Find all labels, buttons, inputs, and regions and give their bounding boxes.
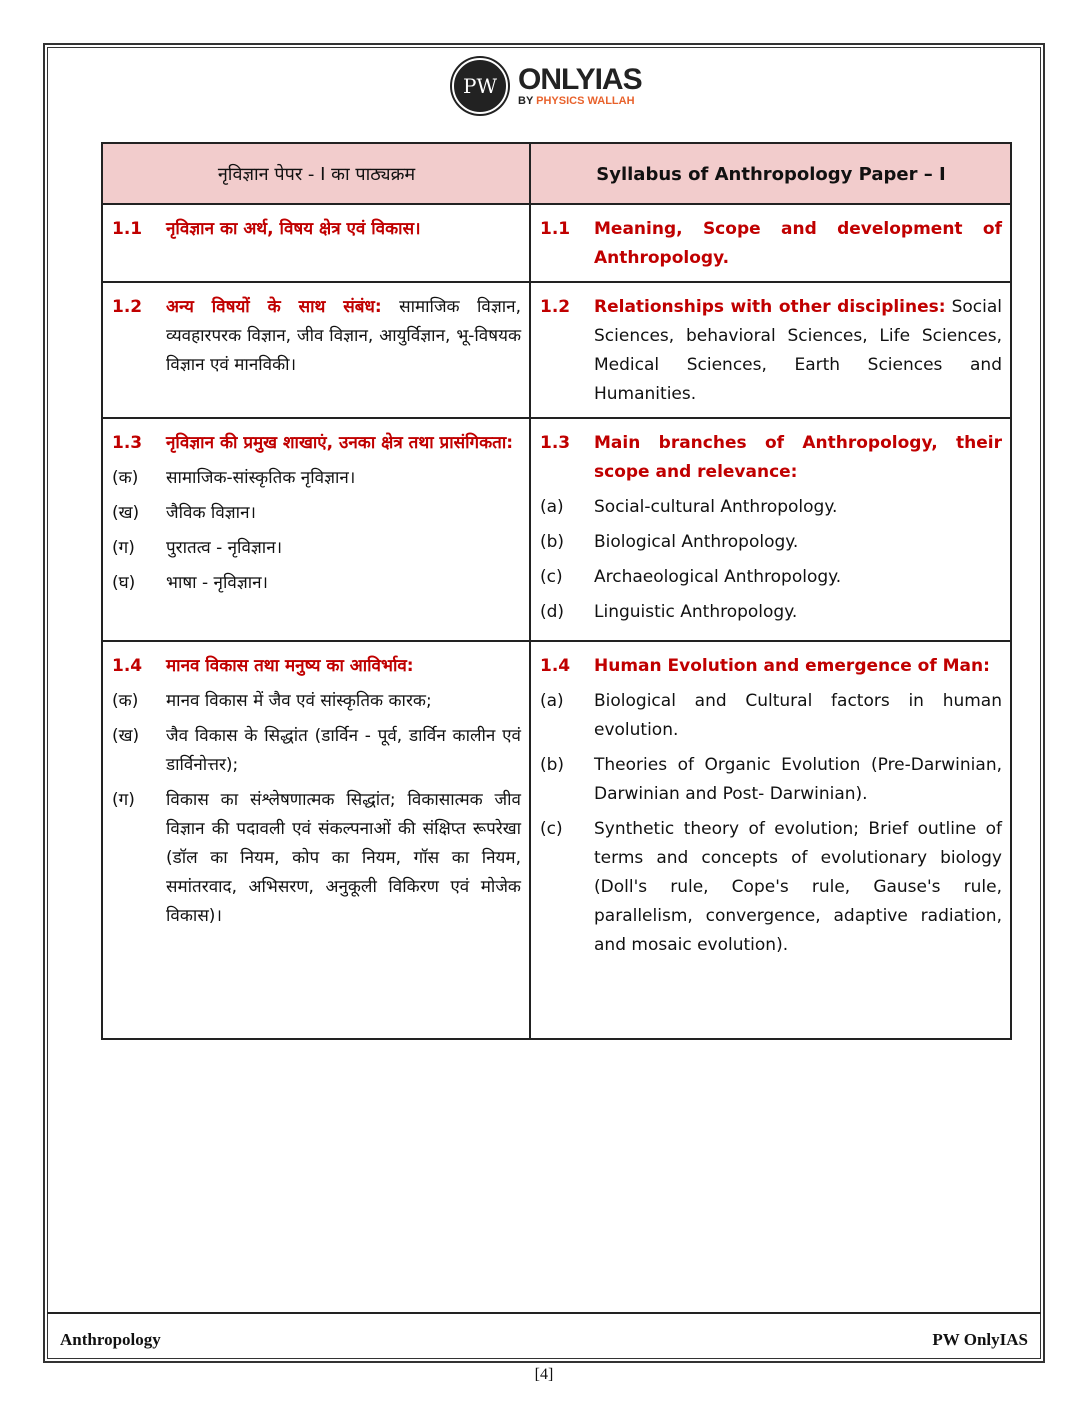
table-row: [102, 418, 1011, 641]
cell-english: [530, 641, 1011, 1039]
sub-item: [112, 786, 521, 931]
item-number: 1.2: [540, 297, 571, 317]
brand-name: ONLYIAS: [518, 63, 642, 96]
sub-text: भाषा - नृविज्ञान।: [166, 573, 268, 593]
logo: [452, 58, 642, 114]
sub-text: विकास का संश्लेषणात्मक सिद्धांत; विकासात्मक जीव विज्ञान की पदावली एवं संकल्पनाओं की संक्षिप्त रूपरेखा (डॉल का नियम, कोप का नियम, गॉस का नियम, समांतरवाद, अभिसरण, अनुकूली विकिरण एवं मोजेक विकास)।: [166, 790, 521, 926]
item-number: 1.4: [112, 656, 143, 676]
item-title: अन्य विषयों के साथ संबंध:: [166, 297, 382, 317]
cell-english: [530, 204, 1011, 282]
syllabus-table: [101, 142, 1012, 1040]
sub-label: (d): [540, 602, 565, 622]
footer-subject: Anthropology: [60, 1330, 161, 1349]
sub-label: (a): [540, 691, 564, 711]
sub-text: Biological Anthropology.: [594, 532, 799, 552]
item-title: Relationships with other disciplines:: [594, 297, 946, 317]
item-title: नृविज्ञान की प्रमुख शाखाएं, उनका क्षेत्र तथा प्रासंगिकता:: [166, 433, 514, 453]
sub-text: Biological and Cultural factors in human evolution.: [594, 691, 1002, 740]
sub-text: Theories of Organic Evolution (Pre-Darwinian, Darwinian and Post- Darwinian).: [594, 755, 1002, 804]
table-row: [102, 282, 1011, 418]
sub-text: Linguistic Anthropology.: [594, 602, 798, 622]
pw-logo-icon: PW: [452, 58, 508, 114]
cell-english: [530, 418, 1011, 641]
sub-label: (ग): [112, 538, 135, 558]
footer-brand: PW OnlyIAS: [932, 1330, 1028, 1349]
sub-label: (क): [112, 691, 139, 711]
item-number: 1.1: [540, 219, 571, 239]
sub-item: [112, 464, 521, 493]
sub-item: [112, 534, 521, 563]
sub-text: Archaeological Anthropology.: [594, 567, 842, 587]
sub-label: (c): [540, 567, 563, 587]
sub-label: (ख): [112, 503, 140, 523]
sub-item: [540, 598, 1002, 627]
item-title: मानव विकास तथा मनुष्य का आविर्भाव:: [166, 656, 414, 676]
item-text: Social Sciences, behavioral Sciences, Life Sciences, Medical Sciences, Earth Sciences and Humanities.: [594, 297, 1002, 404]
sub-item: [540, 493, 1002, 522]
cell-hindi: [102, 204, 530, 282]
item-number: 1.4: [540, 656, 571, 676]
sub-text: जैविक विज्ञान।: [166, 503, 256, 523]
sub-item: [112, 499, 521, 528]
sub-label: (ग): [112, 790, 135, 810]
item-number: 1.2: [112, 297, 143, 317]
item-title: Main branches of Anthropology, their scope and relevance:: [594, 433, 1002, 482]
sub-item: [540, 751, 1002, 809]
cell-hindi: [102, 282, 530, 418]
sub-text: जैव विकास के सिद्धांत (डार्विन - पूर्व, डार्विन कालीन एवं डार्विनोत्तर);: [166, 726, 521, 775]
sub-item: [540, 687, 1002, 745]
sub-text: सामाजिक-सांस्कृतिक नृविज्ञान।: [166, 468, 356, 488]
item-number: 1.3: [112, 433, 143, 453]
page-number: [4]: [534, 1366, 554, 1383]
item-number: 1.1: [112, 219, 143, 239]
sub-label: (ख): [112, 726, 140, 746]
sub-label: (क): [112, 468, 139, 488]
table-row: [102, 204, 1011, 282]
header-english: Syllabus of Anthropology Paper – I: [530, 143, 1011, 204]
item-text: सामाजिक विज्ञान, व्यवहारपरक विज्ञान, जीव विज्ञान, आयुर्विज्ञान, भू-विषयक विज्ञान एवं मानविकी।: [166, 297, 521, 375]
item-title: Meaning, Scope and development of Anthropology.: [594, 219, 1002, 268]
sub-item: [540, 528, 1002, 557]
sub-label: (घ): [112, 573, 136, 593]
cell-english: [530, 282, 1011, 418]
item-title: Human Evolution and emergence of Man:: [594, 656, 990, 676]
header-hindi: नृविज्ञान पेपर - I का पाठ्यक्रम: [102, 143, 530, 204]
cell-hindi: [102, 641, 530, 1039]
sub-item: [112, 569, 521, 598]
sub-item: [540, 563, 1002, 592]
sub-item: [540, 815, 1002, 960]
brand-tagline: BY PHYSICS WALLAH: [518, 95, 635, 107]
sub-label: (a): [540, 497, 564, 517]
item-number: 1.3: [540, 433, 571, 453]
item-title: नृविज्ञान का अर्थ, विषय क्षेत्र एवं विकास।: [166, 219, 421, 239]
sub-text: Synthetic theory of evolution; Brief outline of terms and concepts of evolutionary biology (Doll's rule, Cope's rule, Gause's rule, parallelism, convergence, adaptive radiation, and mosaic evolution).: [594, 819, 1002, 955]
sub-item: [112, 687, 521, 716]
table-row: [102, 641, 1011, 1039]
sub-item: [112, 722, 521, 780]
sub-text: मानव विकास में जैव एवं सांस्कृतिक कारक;: [166, 691, 432, 711]
footer-divider: [47, 1312, 1041, 1314]
sub-label: (b): [540, 755, 565, 775]
sub-text: Social-cultural Anthropology.: [594, 497, 838, 517]
cell-hindi: [102, 418, 530, 641]
sub-label: (b): [540, 532, 565, 552]
sub-label: (c): [540, 819, 563, 839]
sub-text: पुरातत्व - नृविज्ञान।: [166, 538, 283, 558]
